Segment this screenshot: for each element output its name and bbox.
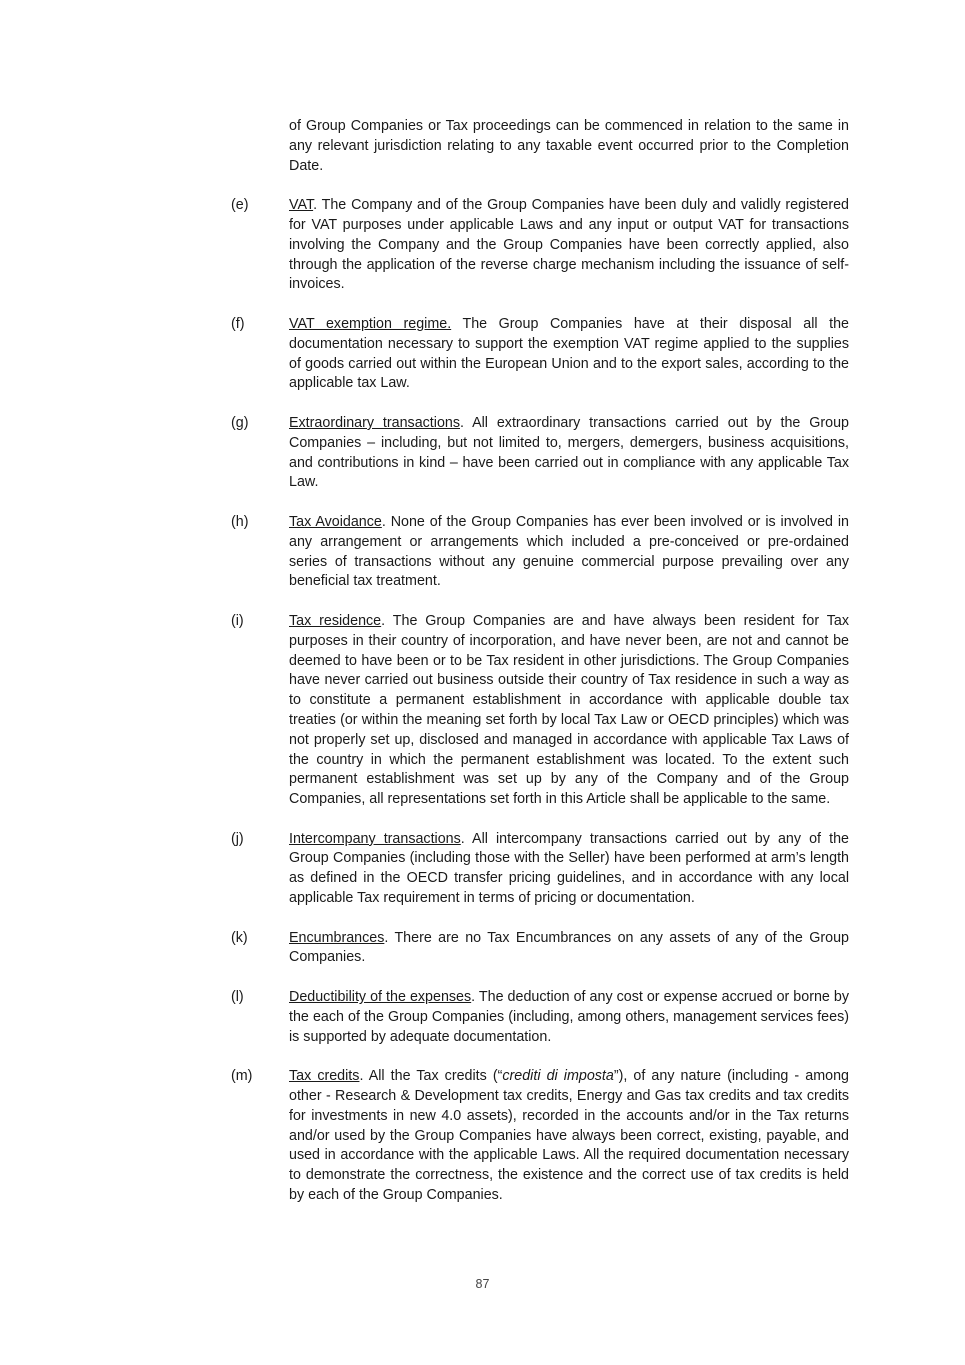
clause-text: . The Group Companies are and have always been resident for Tax purposes in their country of incorporation, and have never been, are not and cannot be deemed to have been or to be Tax resident in other jurisdictions. The Group Companies have never carried out business outside their country of Tax residence in such a way as to constitute a permanent establishment in accordance with applicable double tax treaties (or within the meaning set forth by local Tax Law or OECD principles) which was not properly set up, disclosed and managed in accordance with applicable Tax Laws of the country in which the permanent establishment was located. To the extent such permanent establishment was set up by any of the Company and of the Group Companies, all representations set forth in this Article shall be applicable to the same. [289,612,849,808]
clause-label: (e) [231,197,249,214]
clause-heading: Extraordinary transactions [289,414,460,431]
clause-heading: Tax Avoidance [289,513,382,530]
continuation-paragraph: of Group Companies or Tax proceedings can be commenced in relation to the same in any relevant jurisdiction relating to any taxable event occurred prior to the Completion Date. [289,118,849,174]
clause-body [289,830,849,909]
clause-label: (m) [231,1068,253,1085]
clause-text: The Group Companies have at their disposal all the documentation necessary to support the exemption VAT regime applied to the supplies of goods carried out within the European Union and to the export sales, according to the applicable tax Law. [289,315,849,392]
clause-heading: Deductibility of the expenses [289,989,472,1006]
clause-text: . All intercompany transactions carried out by any of the Group Companies (including those with the Seller) have been performed at arm’s length as defined in the OECD transfer pricing guidelines, and in accordance with any local applicable Tax requirement in terms of pricing or documentation. [289,830,849,907]
clause-text: . The deduction of any cost or expense accrued or borne by the each of the Group Companies (including, among others, management services fees) is supported by adequate documentation. [289,989,849,1045]
clause-text: . All the Tax credits (“ [359,1068,503,1085]
clause-label: (f) [231,315,245,332]
clause-heading: Encumbrances [289,929,385,946]
clause-body [289,315,849,394]
clause-body [289,414,849,493]
clause-heading: VAT [289,197,314,214]
document-body [231,117,849,1226]
clause-label: (j) [231,830,244,847]
clause-body [289,1067,849,1206]
clause-heading: Tax credits [289,1068,360,1085]
clause-h [231,513,849,592]
clause-label: (l) [231,989,244,1006]
clause-text: . All extraordinary transactions carried out by the Group Companies – including, but not limited to, mergers, demergers, business acquisitions, and contributions in kind – have been carried out in compliance with any applicable Tax Law. [289,414,849,491]
clause-i [231,612,849,810]
clause-e [231,196,849,295]
clause-body [289,612,849,810]
clause-heading: Tax residence [289,612,382,629]
clause-label: (i) [231,612,244,629]
clause-l [231,988,849,1047]
clause-body [289,513,849,592]
clause-text: . There are no Tax Encumbrances on any assets of any of the Group Companies. [289,929,849,966]
page-number: 87 [475,1277,490,1291]
clause-text: . The Company and of the Group Companies have been duly and validly registered for VAT purposes under applicable Laws and any input or output VAT for transactions involving the Company and the Group Companies have been correctly applied, also through the application of the reverse charge mechanism including the issuance of self-invoices. [289,197,849,293]
clause-label: (h) [231,513,249,530]
clause-body [289,929,849,969]
clause-m [231,1067,849,1206]
clause-italic-term: crediti di imposta [502,1068,614,1085]
clause-j [231,830,849,909]
clause-heading: Intercompany transactions [289,830,461,847]
clause-g [231,414,849,493]
clause-text: . None of the Group Companies has ever been involved or is involved in any arrangement or arrangements which included a pre-conceived or pre-ordained series of transactions without any genuine commercial purpose prevailing over any beneficial tax treatment. [289,513,849,590]
clause-body [289,196,849,295]
clause-label: (g) [231,414,249,431]
clause-f [231,315,849,394]
clause-body [289,988,849,1047]
clause-k [231,929,849,969]
clause-label: (k) [231,929,248,946]
clause-heading: VAT exemption regime. [289,315,452,332]
clause-text-continued: ”), of any nature (including - among other - Research & Development tax credits, Energy and Gas tax credits and tax credits for investments in new 4.0 assets), recorded in the accounts and/or in the Tax returns and/or used by the Group Companies have always been correct, existing, payable, and used in accordance with the applicable Laws. All the required documentation necessary to demonstrate the correctness, the existence and the correct use of tax credits is held by each of the Group Companies. [289,1068,849,1204]
